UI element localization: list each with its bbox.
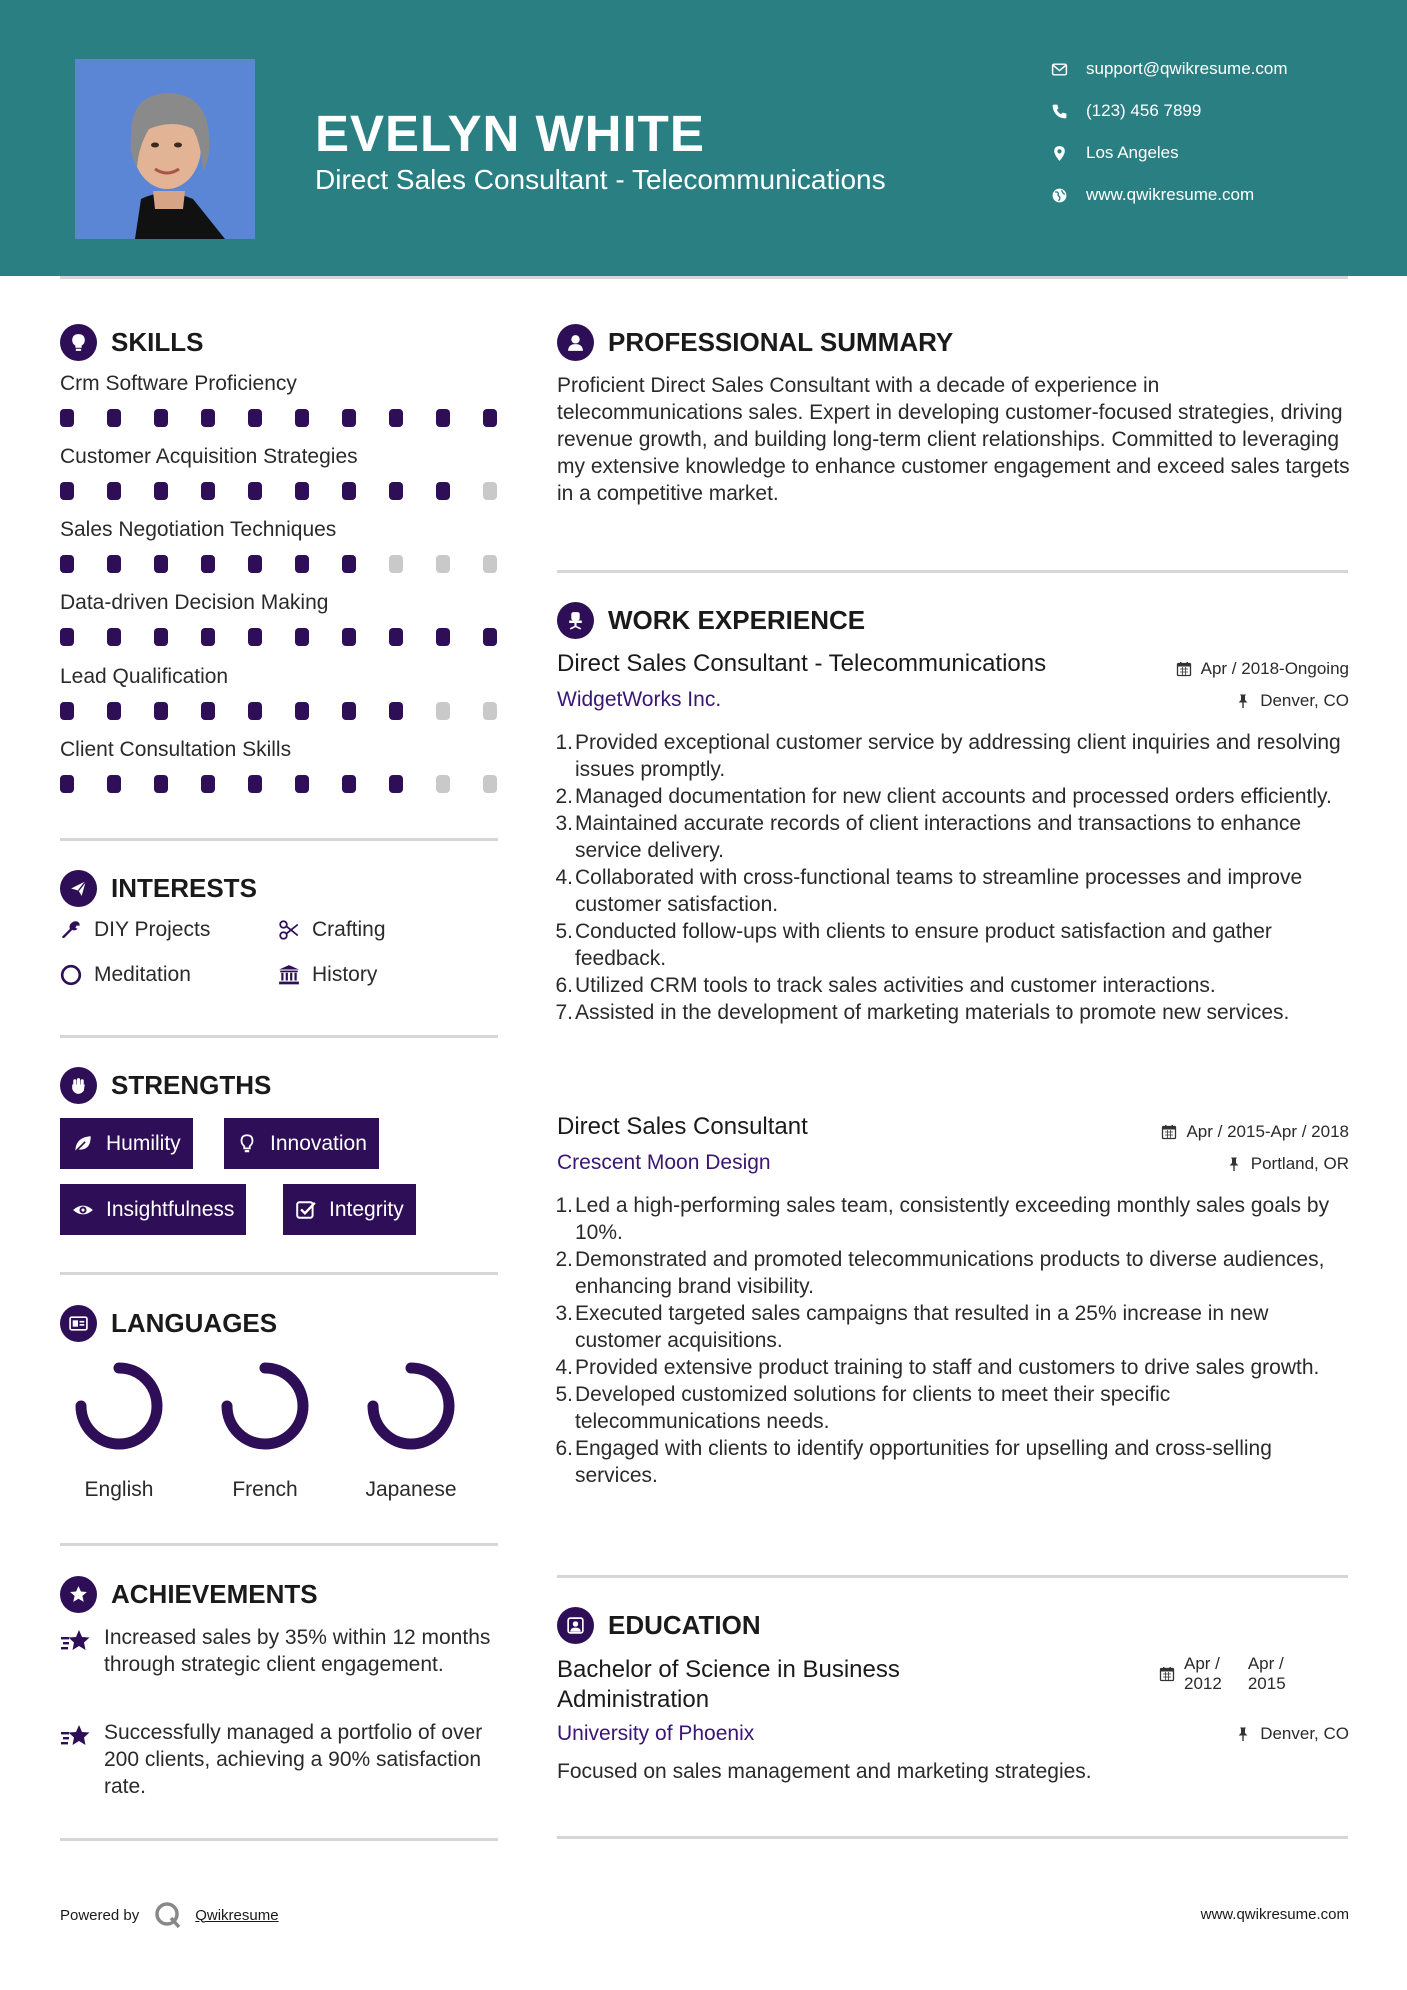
rating-dot-filled — [107, 702, 121, 720]
interest-label: DIY Projects — [94, 918, 211, 941]
skill-rating — [60, 702, 530, 720]
skill-label: Sales Negotiation Techniques — [60, 518, 337, 541]
rating-dot-filled — [389, 482, 403, 500]
skills-title: SKILLS — [111, 327, 204, 357]
job-bullet: 4. Collaborated with cross-functional teams to streamline processes and improve customer satisfaction. — [555, 866, 1303, 916]
rating-dot-filled — [201, 702, 215, 720]
summary-heading — [557, 324, 953, 361]
rating-dot-filled — [201, 628, 215, 646]
rating-dot-filled — [154, 702, 168, 720]
museum-icon — [278, 964, 300, 986]
qwikresume-link[interactable]: Qwikresume — [195, 1906, 279, 1924]
job-bullet: 5. Developed customized solutions for clients to meet their specific telecommunications needs. — [555, 1383, 1171, 1433]
achievement-item — [60, 1624, 500, 1678]
footer-url[interactable]: www.qwikresume.com — [1200, 1906, 1349, 1923]
leaf-icon — [72, 1133, 94, 1155]
candidate-role: Direct Sales Consultant - Telecommunications — [315, 164, 886, 195]
graduate-icon — [557, 1607, 594, 1644]
job-bullet: 7. Assisted in the development of marketing materials to promote new services. — [555, 1001, 1290, 1024]
rating-dot-filled — [201, 555, 215, 573]
job-dates — [1176, 659, 1349, 679]
rating-dot-filled — [295, 482, 309, 500]
job-dates-text: Apr / 2018-Ongoing — [1200, 659, 1349, 678]
skill-label: Data-driven Decision Making — [60, 591, 329, 614]
rating-dot-filled — [201, 775, 215, 793]
job-title: Direct Sales Consultant — [557, 1113, 808, 1140]
interest-item — [60, 963, 191, 987]
interest-item — [278, 963, 377, 987]
education-title: EDUCATION — [608, 1610, 761, 1640]
rating-dot-empty — [483, 482, 497, 500]
rating-dot-filled — [295, 702, 309, 720]
contact-location-text: Los Angeles — [1086, 143, 1179, 162]
rating-dot-filled — [60, 702, 74, 720]
experience-title: WORK EXPERIENCE — [608, 605, 866, 635]
skill-rating — [60, 628, 530, 646]
rating-dot-filled — [295, 775, 309, 793]
envelope-icon — [1051, 61, 1068, 78]
rating-dot-filled — [389, 775, 403, 793]
section-divider — [60, 1838, 498, 1841]
job-bullet: 5. Conducted follow-ups with clients to ensure product satisfaction and gather feedback. — [555, 920, 1272, 970]
achievements-heading — [60, 1576, 318, 1613]
rating-dot-filled — [248, 775, 262, 793]
strength-label: Integrity — [329, 1197, 404, 1221]
star-icon — [60, 1721, 92, 1753]
job-location — [1226, 1154, 1349, 1174]
language-label: English — [84, 1478, 154, 1501]
rating-dot-empty — [483, 555, 497, 573]
pushpin-icon — [1235, 1726, 1251, 1742]
rating-dot-filled — [436, 628, 450, 646]
rating-dot-filled — [154, 482, 168, 500]
degree-line: Bachelor of Science in Business — [557, 1656, 900, 1683]
interest-label: Crafting — [312, 918, 386, 941]
star-badge-icon — [60, 1576, 97, 1613]
pushpin-icon — [1235, 693, 1251, 709]
user-icon — [557, 324, 594, 361]
rating-dot-filled — [295, 555, 309, 573]
language-level-arc — [373, 1368, 449, 1444]
check-square-icon — [295, 1199, 317, 1221]
skill-rating — [60, 555, 530, 573]
rating-dot-empty — [436, 775, 450, 793]
section-divider — [60, 1543, 498, 1546]
skill-label: Lead Qualification — [60, 665, 229, 688]
language-gauge — [73, 1360, 165, 1452]
rating-dot-filled — [107, 775, 121, 793]
languages-heading — [60, 1305, 277, 1342]
summary-text: Proficient Direct Sales Consultant with a decade of experience in telecommunications sales. Expert in developing customer-focused strategies, driving revenue growth, and building long-term client relationships. Committed to leveraging my extensive knowledge to enhance customer engagement and exceed sales targets in a competitive market. — [557, 374, 1350, 505]
interest-label: Meditation — [94, 963, 191, 986]
achievement-text: Successfully managed a portfolio of over 200 clients, achieving a 90% satisfaction rate. — [104, 1721, 483, 1798]
rating-dot-empty — [483, 702, 497, 720]
lightbulb-icon — [60, 324, 97, 361]
rating-dot-empty — [483, 775, 497, 793]
section-divider — [60, 1035, 498, 1038]
contact-website-text: www.qwikresume.com — [1086, 185, 1255, 204]
strength-tag — [283, 1184, 416, 1235]
contact-phone[interactable] — [1051, 101, 1201, 121]
language-level-arc — [81, 1368, 157, 1444]
phone-icon — [1051, 103, 1068, 120]
rating-dot-filled — [60, 775, 74, 793]
job-dates — [1161, 1122, 1349, 1142]
rating-dot-empty — [389, 555, 403, 573]
rating-dot-filled — [389, 628, 403, 646]
interests-heading — [60, 870, 257, 907]
contact-email-text: support@qwikresume.com — [1086, 59, 1288, 78]
strength-label: Innovation — [270, 1131, 367, 1155]
fist-icon — [60, 1067, 97, 1104]
rating-dot-filled — [201, 409, 215, 427]
strengths-heading — [60, 1067, 271, 1104]
rating-dot-filled — [248, 409, 262, 427]
rating-dot-filled — [107, 555, 121, 573]
globe-icon — [1051, 187, 1068, 204]
rating-dot-filled — [342, 555, 356, 573]
paper-plane-icon — [60, 870, 97, 907]
degree-line: Administration — [557, 1686, 710, 1713]
job-bullet: 1. Provided exceptional customer service by addressing client inquiries and resolving issues promptly. — [555, 731, 1341, 781]
rating-dot-filled — [154, 409, 168, 427]
language-item — [64, 1360, 174, 1502]
pushpin-icon — [1226, 1156, 1242, 1172]
skill-label: Customer Acquisition Strategies — [60, 445, 358, 468]
rating-dot-filled — [483, 409, 497, 427]
education-heading — [557, 1607, 761, 1644]
language-label: Japanese — [365, 1478, 457, 1501]
calendar-icon — [1161, 1124, 1177, 1140]
contact-email[interactable] — [1051, 59, 1288, 79]
candidate-name: EVELYN WHITE — [315, 105, 705, 162]
degree — [557, 1655, 900, 1715]
language-level-arc — [227, 1368, 303, 1444]
job-location-text: Portland, OR — [1250, 1154, 1349, 1173]
strength-label: Insightfulness — [106, 1197, 235, 1221]
company-name: WidgetWorks Inc. — [557, 688, 722, 711]
rating-dot-filled — [436, 409, 450, 427]
rating-dot-filled — [154, 555, 168, 573]
rating-dot-filled — [107, 409, 121, 427]
rating-dot-filled — [248, 555, 262, 573]
job-bullet: 2. Demonstrated and promoted telecommunications products to diverse audiences, enhancing brand visibility. — [555, 1248, 1325, 1298]
skill-label: Client Consultation Skills — [60, 738, 292, 761]
section-divider — [557, 1575, 1348, 1578]
job-bullet: 1. Led a high-performing sales team, consistently exceeding monthly sales goals by 10%. — [555, 1194, 1330, 1244]
star-icon — [60, 1626, 92, 1658]
rating-dot-filled — [483, 628, 497, 646]
scissors-icon — [278, 919, 300, 941]
job-bullet: 2. Managed documentation for new client accounts and processed orders efficiently. — [555, 785, 1332, 808]
office-chair-icon — [557, 602, 594, 639]
language-item — [356, 1360, 466, 1502]
education-description: Focused on sales management and marketing strategies. — [557, 1760, 1092, 1783]
profile-photo — [75, 59, 255, 239]
skills-heading — [60, 324, 203, 361]
contact-phone-text: (123) 456 7899 — [1086, 101, 1202, 120]
rating-dot-filled — [60, 628, 74, 646]
skill-rating — [60, 409, 530, 427]
rating-dot-filled — [60, 555, 74, 573]
rating-dot-filled — [389, 409, 403, 427]
lightbulb-icon — [236, 1133, 258, 1155]
language-gauge — [365, 1360, 457, 1452]
rating-dot-filled — [201, 482, 215, 500]
rating-dot-filled — [436, 482, 450, 500]
achievement-text: Increased sales by 35% within 12 months through strategic client engagement. — [104, 1626, 491, 1676]
contact-website[interactable] — [1051, 185, 1254, 205]
section-divider — [60, 1272, 498, 1275]
education-dates — [1159, 1654, 1286, 1694]
rating-dot-filled — [342, 702, 356, 720]
strengths-title: STRENGTHS — [111, 1070, 272, 1100]
interest-label: History — [312, 963, 378, 986]
calendar-icon — [1176, 661, 1192, 677]
interest-item — [278, 918, 386, 942]
education-location-text: Denver, CO — [1260, 1724, 1349, 1743]
job-location — [1235, 691, 1349, 711]
qwikresume-logo-icon — [153, 1900, 183, 1930]
rating-dot-filled — [295, 409, 309, 427]
calendar-icon — [1159, 1666, 1175, 1682]
id-card-icon — [60, 1305, 97, 1342]
company-name: Crescent Moon Design — [557, 1151, 771, 1174]
rating-dot-filled — [342, 775, 356, 793]
rating-dot-filled — [107, 628, 121, 646]
education-location — [1235, 1724, 1349, 1744]
header-divider — [60, 276, 1348, 279]
job-dates-text: Apr / 2015-Apr / 2018 — [1186, 1122, 1349, 1141]
strength-tag — [60, 1184, 246, 1235]
education-start: Apr / 2012 — [1184, 1654, 1222, 1693]
rating-dot-filled — [60, 482, 74, 500]
rating-dot-filled — [248, 702, 262, 720]
section-divider — [557, 1836, 1348, 1839]
rating-dot-empty — [436, 702, 450, 720]
eye-icon — [72, 1199, 94, 1221]
rating-dot-filled — [154, 628, 168, 646]
section-divider — [557, 570, 1348, 573]
languages-title: LANGUAGES — [111, 1308, 278, 1338]
summary-title: PROFESSIONAL SUMMARY — [608, 327, 954, 357]
rating-dot-filled — [295, 628, 309, 646]
interests-title: INTERESTS — [111, 873, 257, 903]
language-label: French — [232, 1478, 298, 1501]
rating-dot-filled — [248, 628, 262, 646]
school-name: University of Phoenix — [557, 1722, 755, 1745]
job-location-text: Denver, CO — [1260, 691, 1349, 710]
achievement-item — [60, 1719, 500, 1800]
interest-item — [60, 918, 210, 942]
footer-powered-by — [60, 1900, 279, 1930]
job-bullet: 6. Utilized CRM tools to track sales activities and customer interactions. — [555, 974, 1216, 997]
rating-dot-empty — [436, 555, 450, 573]
rating-dot-filled — [107, 482, 121, 500]
rating-dot-filled — [342, 482, 356, 500]
rating-dot-filled — [154, 775, 168, 793]
skill-rating — [60, 775, 530, 793]
resume-header — [0, 0, 1407, 276]
section-divider — [60, 838, 498, 841]
job-bullets — [552, 729, 1357, 1026]
achievements-title: ACHIEVEMENTS — [111, 1579, 318, 1609]
job-bullet: 6. Engaged with clients to identify opportunities for upselling and cross-selling services. — [555, 1437, 1272, 1487]
job-bullet: 3. Maintained accurate records of client interactions and transactions to enhance service delivery. — [555, 812, 1302, 862]
strength-label: Humility — [106, 1131, 181, 1155]
job-bullet: 3. Executed targeted sales campaigns that resulted in a 25% increase in new customer acquisitions. — [555, 1302, 1269, 1352]
job-title: Direct Sales Consultant - Telecommunications — [557, 650, 1047, 677]
education-end: Apr / 2015 — [1247, 1654, 1286, 1693]
skill-label: Crm Software Proficiency — [60, 372, 297, 395]
circle-icon — [60, 964, 82, 986]
strength-tag — [60, 1118, 193, 1169]
map-pin-icon — [1051, 145, 1068, 162]
powered-by-text: Powered by — [60, 1906, 140, 1924]
skill-rating — [60, 482, 530, 500]
rating-dot-filled — [342, 628, 356, 646]
language-item — [210, 1360, 320, 1502]
rating-dot-filled — [60, 409, 74, 427]
strength-tag — [224, 1118, 379, 1169]
experience-heading — [557, 602, 865, 639]
job-bullet: 4. Provided extensive product training to staff and customers to drive sales growth. — [555, 1356, 1320, 1379]
rating-dot-filled — [248, 482, 262, 500]
rating-dot-filled — [389, 702, 403, 720]
language-gauge — [219, 1360, 311, 1452]
job-bullets — [552, 1192, 1357, 1489]
rating-dot-filled — [342, 409, 356, 427]
wrench-icon — [60, 919, 82, 941]
contact-location — [1051, 143, 1179, 163]
